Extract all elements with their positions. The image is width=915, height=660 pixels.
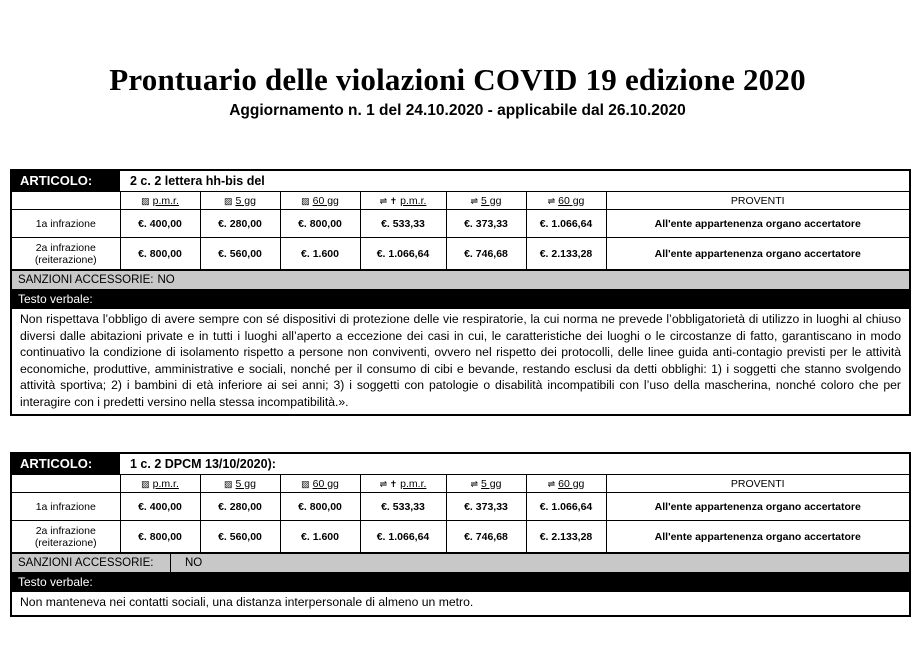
table-header-row	[12, 192, 909, 210]
page-subtitle: Aggiornamento n. 1 del 24.10.2020 - applicabile dal 26.10.2020	[229, 102, 686, 119]
articolo-row	[12, 454, 909, 475]
row-label: 2a infrazione (reiterazione)	[12, 238, 120, 270]
testo-verbale-text: Non rispettava l’obbligo di avere sempre con sé dispositivi di protezione delle vie respiratorie, la cui norma ne prevede l’obbligatorietà di utilizzo in luoghi al chiuso diversi dalle abitazioni private e in tutti i luoghi all’aperto a eccezione dei casi in cui, le caratteristiche dei luoghi o le circostanze di fatto, garantiscano in modo continuativo la condizione di isolamento rispetto a persone non conviventi, ovvero nel rispetto dei protocolli, delle linee guida anti-contagio previsti per le attività economiche, produttive, amministrative e sociali, nonché per il consumo di cibi e bevande, restando esclusi da detti obblighi: 1) i soggetti che stanno svolgendo attività sportiva; 2) i bambini di età inferiore ai sei anni; 3) i soggetti con patologie o disabilità incompatibili con l’uso della mascherina, nonché coloro che per interagire con i predetti versino nella stessa incompatibilità.».	[20, 312, 901, 409]
fine-value: €. 1.600	[280, 238, 360, 270]
header-cell: ▨ 5 gg	[200, 192, 280, 210]
fine-value: €. 1.600	[280, 521, 360, 553]
accessorie-label: SANZIONI ACCESSORIE:	[18, 554, 171, 572]
fine-value: €. 373,33	[446, 493, 526, 521]
fine-value: €. 400,00	[120, 210, 200, 238]
testo-verbale-label: Testo verbale:	[12, 573, 909, 592]
header-cell: ▨ p.m.r.	[120, 192, 200, 210]
calendar-icon: ▨	[224, 195, 233, 206]
fine-value: €. 280,00	[200, 493, 280, 521]
violation-section-1	[10, 169, 911, 416]
header-cell: ▨ 5 gg	[200, 475, 280, 493]
sanzioni-accessorie-row	[12, 270, 909, 290]
fine-value: €. 560,00	[200, 238, 280, 270]
testo-verbale-label: Testo verbale:	[12, 290, 909, 309]
fine-value: €. 373,33	[446, 210, 526, 238]
calendar-icon: ▨	[224, 478, 233, 489]
articolo-value: 1 c. 2 DPCM 13/10/2020):	[130, 457, 276, 471]
calendar-icon: ▨	[301, 478, 310, 489]
vehicle-icon: ⇌ ✝	[379, 195, 398, 206]
fine-value: €. 800,00	[120, 521, 200, 553]
page-title: Prontuario delle violazioni COVID 19 edizione 2020	[109, 62, 806, 97]
sanzioni-accessorie-row	[12, 553, 909, 573]
table-row	[12, 238, 909, 270]
row-label: 1a infrazione	[12, 493, 120, 521]
fines-table	[12, 475, 909, 553]
header-cell: ⇌ ✝ p.m.r.	[360, 192, 446, 210]
fine-value: €. 1.066,64	[360, 238, 446, 270]
testo-verbale-text: Non manteneva nei contatti sociali, una distanza interpersonale di almeno un metro.	[20, 595, 474, 609]
fine-value: €. 560,00	[200, 521, 280, 553]
fine-value: €. 1.066,64	[526, 493, 606, 521]
fine-value: €. 1.066,64	[526, 210, 606, 238]
table-header-row	[12, 475, 909, 493]
articolo-value: 2 c. 2 lettera hh-bis del	[130, 174, 265, 188]
header-cell: ⇌ 60 gg	[526, 475, 606, 493]
header-cell: ⇌ 5 gg	[446, 475, 526, 493]
fines-table	[12, 192, 909, 270]
table-row	[12, 210, 909, 238]
fine-value: €. 800,00	[120, 238, 200, 270]
fine-value: €. 800,00	[280, 493, 360, 521]
accessorie-value: NO	[185, 557, 203, 569]
header-cell: ▨ 60 gg	[280, 475, 360, 493]
header-proventi: PROVENTI	[606, 192, 909, 210]
fine-value: €. 746,68	[446, 521, 526, 553]
proventi-value: All'ente appartenenza organo accertatore	[606, 493, 909, 521]
vehicle-icon: ⇌	[470, 478, 479, 489]
header-cell: ▨ p.m.r.	[120, 475, 200, 493]
calendar-icon: ▨	[141, 195, 150, 206]
header-cell: ⇌ 5 gg	[446, 192, 526, 210]
fine-value: €. 2.133,28	[526, 521, 606, 553]
row-label: 1a infrazione	[12, 210, 120, 238]
violation-section-2	[10, 452, 911, 617]
fine-value: €. 533,33	[360, 493, 446, 521]
proventi-value: All'ente appartenenza organo accertatore	[606, 238, 909, 270]
accessorie-value: NO	[157, 274, 175, 286]
table-row	[12, 521, 909, 553]
header-empty	[12, 475, 120, 493]
header-empty	[12, 192, 120, 210]
row-label: 2a infrazione (reiterazione)	[12, 521, 120, 553]
fine-value: €. 533,33	[360, 210, 446, 238]
vehicle-icon: ⇌	[470, 195, 479, 206]
table-row	[12, 493, 909, 521]
header-cell: ▨ 60 gg	[280, 192, 360, 210]
articolo-label: ARTICOLO:	[12, 171, 120, 191]
accessorie-label: SANZIONI ACCESSORIE:	[18, 274, 154, 286]
vehicle-icon: ⇌	[547, 478, 556, 489]
vehicle-icon: ⇌	[547, 195, 556, 206]
calendar-icon: ▨	[141, 478, 150, 489]
calendar-icon: ▨	[301, 195, 310, 206]
fine-value: €. 280,00	[200, 210, 280, 238]
vehicle-icon: ⇌ ✝	[379, 478, 398, 489]
fine-value: €. 800,00	[280, 210, 360, 238]
header-cell: ⇌ ✝ p.m.r.	[360, 475, 446, 493]
articolo-label: ARTICOLO:	[12, 454, 120, 474]
fine-value: €. 2.133,28	[526, 238, 606, 270]
proventi-value: All'ente appartenenza organo accertatore	[606, 210, 909, 238]
fine-value: €. 746,68	[446, 238, 526, 270]
fine-value: €. 1.066,64	[360, 521, 446, 553]
proventi-value: All'ente appartenenza organo accertatore	[606, 521, 909, 553]
header-proventi: PROVENTI	[606, 475, 909, 493]
header-cell: ⇌ 60 gg	[526, 192, 606, 210]
fine-value: €. 400,00	[120, 493, 200, 521]
articolo-row	[12, 171, 909, 192]
